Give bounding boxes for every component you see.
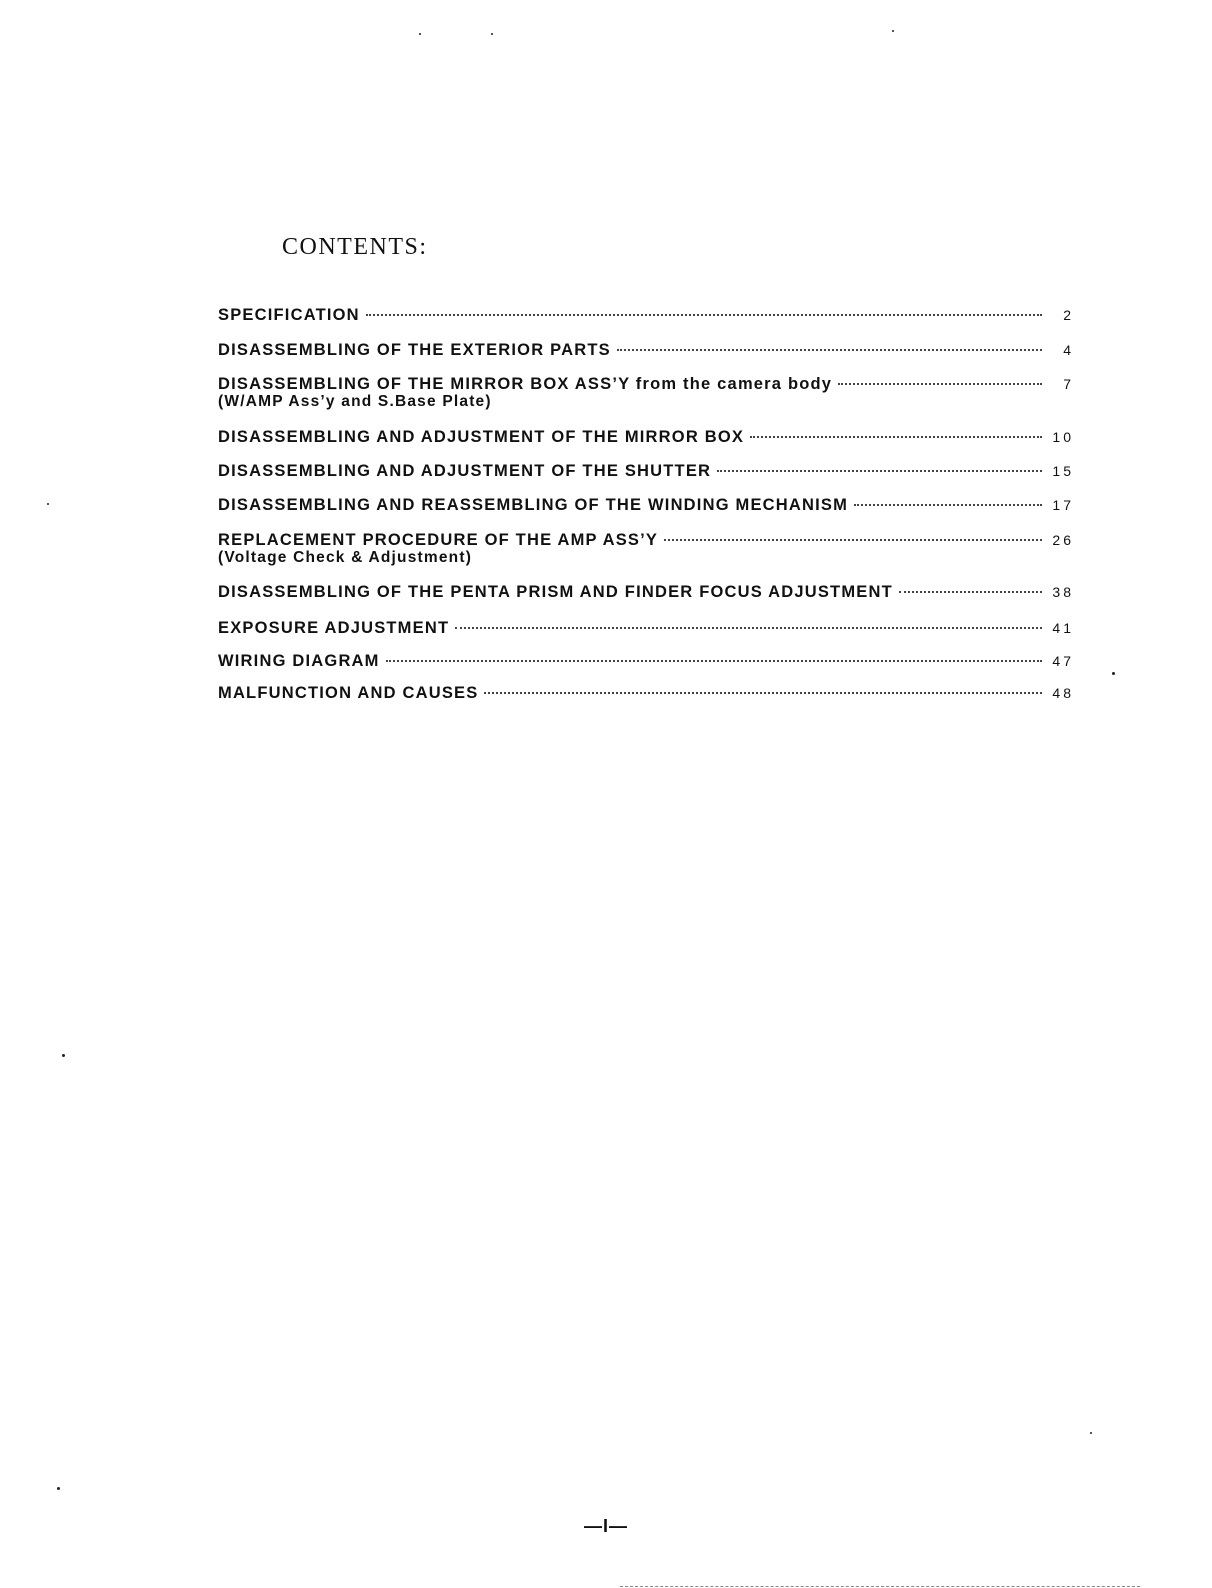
- scan-speck: [1112, 672, 1115, 675]
- scan-speck: [62, 1054, 65, 1057]
- toc-dot-leader: [664, 539, 1042, 541]
- toc-entry-label: MALFUNCTION AND CAUSES: [218, 684, 479, 702]
- toc-entry-page: 2: [1063, 307, 1074, 323]
- toc-dot-leader: [838, 383, 1042, 385]
- toc-entry-page: 38: [1052, 584, 1074, 600]
- toc-entry-label: DISASSEMBLING OF THE PENTA PRISM AND FINDER FOCUS ADJUSTMENT: [218, 583, 893, 601]
- toc-entry-page: 10: [1052, 429, 1074, 445]
- toc-entry[interactable]: [218, 583, 1074, 602]
- toc-entry-label: DISASSEMBLING AND ADJUSTMENT OF THE MIRROR BOX: [218, 428, 745, 446]
- toc-entry-label: DISASSEMBLING AND ADJUSTMENT OF THE SHUTTER: [218, 462, 712, 480]
- toc-dot-leader: [854, 504, 1042, 506]
- toc-entry[interactable]: [218, 496, 1074, 515]
- toc-entry-page: 17: [1052, 497, 1074, 513]
- toc-entry-label: EXPOSURE ADJUSTMENT: [218, 619, 450, 637]
- scan-edge-line: [620, 1586, 1140, 1587]
- toc-entry-page: 48: [1052, 685, 1074, 701]
- contents-title: CONTENTS:: [282, 234, 428, 260]
- scan-speck: [892, 30, 894, 32]
- toc-entry-label: REPLACEMENT PROCEDURE OF THE AMP ASS’Y: [218, 531, 659, 549]
- toc-entry[interactable]: [218, 306, 1074, 325]
- toc-entry[interactable]: [218, 341, 1074, 360]
- toc-entry-label: WIRING DIAGRAM: [218, 652, 380, 670]
- toc-entry[interactable]: [218, 531, 1074, 566]
- toc-entry[interactable]: [218, 462, 1074, 481]
- scan-speck: [57, 1487, 60, 1490]
- toc-dot-leader: [455, 627, 1042, 629]
- toc-entry[interactable]: [218, 684, 1074, 703]
- toc-entry-label: DISASSEMBLING OF THE MIRROR BOX ASS’Y from the camera body: [218, 375, 833, 393]
- toc-entry-label: DISASSEMBLING AND REASSEMBLING OF THE WINDING MECHANISM: [218, 496, 849, 514]
- toc-entry-page: 47: [1052, 653, 1074, 669]
- toc-entry[interactable]: [218, 652, 1074, 671]
- toc-entry-page: 26: [1052, 532, 1074, 548]
- toc-entry-page: 7: [1063, 376, 1074, 392]
- toc-entry[interactable]: [218, 375, 1074, 410]
- toc-dot-leader: [366, 314, 1042, 316]
- toc-dot-leader: [717, 470, 1042, 472]
- toc-dot-leader: [617, 349, 1042, 351]
- toc-dot-leader: [899, 591, 1042, 593]
- page-number: —I—: [583, 1516, 628, 1536]
- toc-entry[interactable]: [218, 619, 1074, 638]
- toc-entry-page: 15: [1052, 463, 1074, 479]
- toc-entry[interactable]: [218, 428, 1074, 447]
- toc-entry-page: 4: [1063, 342, 1074, 358]
- scan-speck: [47, 503, 49, 505]
- toc-entry-label: DISASSEMBLING OF THE EXTERIOR PARTS: [218, 341, 611, 359]
- toc-dot-leader: [386, 660, 1042, 662]
- toc-dot-leader: [750, 436, 1042, 438]
- toc-entry-subtitle: (W/AMP Ass’y and S.Base Plate): [218, 393, 492, 410]
- scan-speck: [491, 33, 493, 35]
- scan-speck: [419, 33, 421, 35]
- toc-entry-page: 41: [1052, 620, 1074, 636]
- toc-dot-leader: [484, 692, 1042, 694]
- scan-speck: [1090, 1432, 1092, 1434]
- toc-entry-subtitle: (Voltage Check & Adjustment): [218, 549, 473, 566]
- toc-entry-label: SPECIFICATION: [218, 306, 360, 324]
